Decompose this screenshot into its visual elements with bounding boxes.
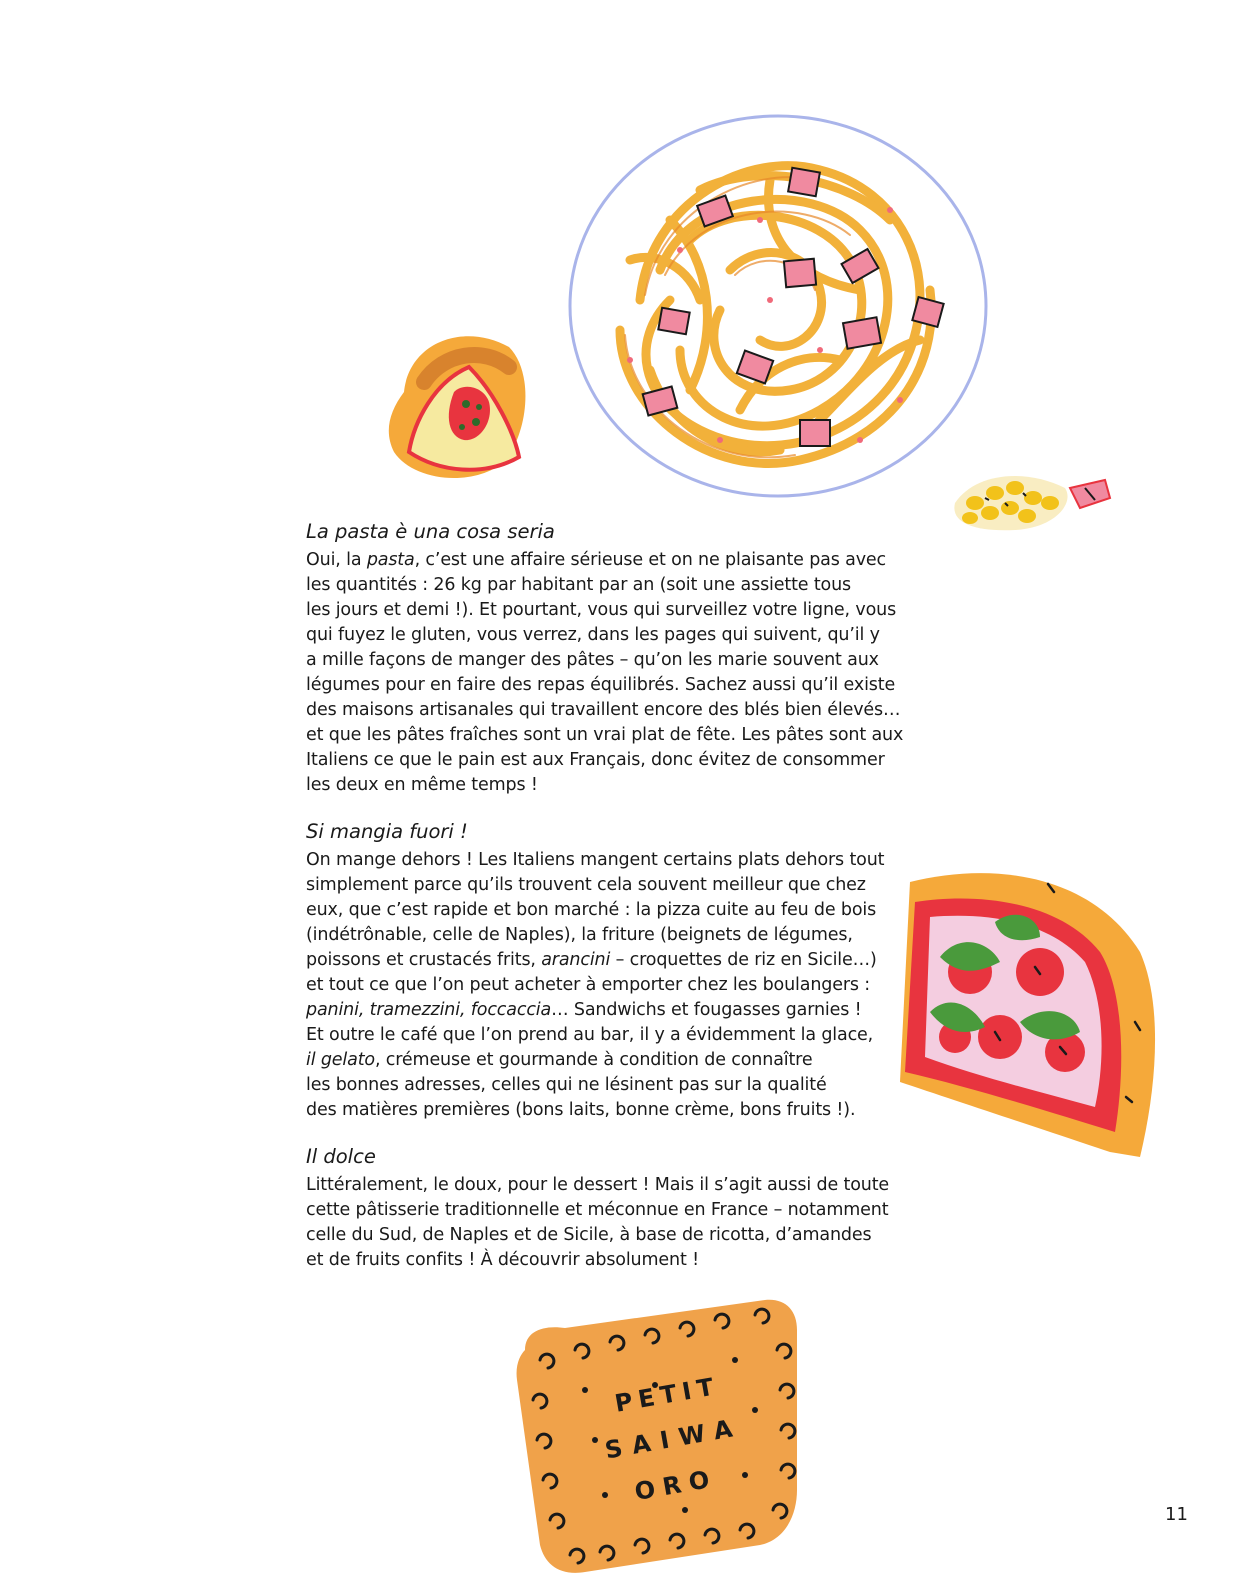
text-run: les jours et demi !). Et pourtant, vous qui surveillez votre ligne, vous: [306, 600, 897, 620]
text-run: poissons et crustacés frits,: [306, 950, 542, 970]
italic-term: pasta: [366, 550, 415, 570]
text-run: (indétrônable, celle de Naples), la friture (beignets de légumes,: [306, 925, 853, 945]
section-paragraph: [306, 1173, 946, 1273]
italic-term: arancini: [541, 950, 611, 970]
text-run: Et outre le café que l’on prend au bar, il y a évidemment la glace,: [306, 1025, 874, 1045]
text-run: simplement parce qu’ils trouvent cela souvent meilleur que chez: [306, 875, 866, 895]
text-run: , crémeuse et gourmande à condition de connaître: [374, 1050, 813, 1070]
arancino-illustration: [384, 322, 534, 482]
text-run: Littéralement, le doux, pour le dessert ! Mais il s’agit aussi de toute: [306, 1175, 890, 1195]
italic-term: il gelato: [306, 1050, 375, 1070]
paragraph-line: [306, 748, 946, 773]
paragraph-line: [306, 1223, 946, 1248]
section-paragraph: [306, 548, 946, 798]
text-run: des maisons artisanales qui travaillent encore des blés bien élevés…: [306, 700, 901, 720]
article-body: [306, 520, 946, 1295]
paragraph-line: [306, 1098, 946, 1123]
paragraph-line: [306, 1173, 946, 1198]
article-section: [306, 1145, 946, 1273]
text-run: On mange dehors ! Les Italiens mangent certains plats dehors tout: [306, 850, 885, 870]
text-run: eux, que c’est rapide et bon marché : la pizza cuite au feu de bois: [306, 900, 877, 920]
text-run: qui fuyez le gluten, vous verrez, dans les pages qui suivent, qu’il y: [306, 625, 880, 645]
paragraph-line: [306, 998, 946, 1023]
biscuit-text-petit: PETIT: [612, 1371, 722, 1418]
text-run: les bonnes adresses, celles qui ne lésinent pas sur la qualité: [306, 1075, 827, 1095]
paragraph-line: [306, 773, 946, 798]
text-run: et tout ce que l’on peut acheter à emporter chez les boulangers :: [306, 975, 871, 995]
paragraph-line: [306, 898, 946, 923]
paragraph-line: [306, 1048, 946, 1073]
paragraph-line: [306, 673, 946, 698]
pasta-plate-illustration: [560, 110, 1000, 510]
text-run: cette pâtisserie traditionnelle et méconnue en France – notamment: [306, 1200, 889, 1220]
section-heading: Il dolce: [306, 1145, 376, 1168]
page-number: 11: [1165, 1504, 1188, 1525]
text-run: , c’est une affaire sérieuse et on ne plaisante pas avec: [414, 550, 886, 570]
paragraph-line: [306, 698, 946, 723]
text-run: Oui, la: [306, 550, 367, 570]
paragraph-line: [306, 873, 946, 898]
text-run: des matières premières (bons laits, bonne crème, bons fruits !).: [306, 1100, 856, 1120]
article-section: [306, 820, 946, 1123]
paragraph-line: [306, 573, 946, 598]
text-run: a mille façons de manger des pâtes – qu’on les marie souvent aux: [306, 650, 879, 670]
text-run: – croquettes de riz en Sicile…): [610, 950, 877, 970]
paragraph-line: [306, 548, 946, 573]
corn-garnish-illustration: [945, 458, 1120, 538]
biscuit-text-oro: ORO: [632, 1464, 720, 1507]
text-run: les deux en même temps !: [306, 775, 538, 795]
paragraph-line: [306, 923, 946, 948]
paragraph-line: [306, 598, 946, 623]
text-run: et que les pâtes fraîches sont un vrai plat de fête. Les pâtes sont aux: [306, 725, 904, 745]
paragraph-line: [306, 723, 946, 748]
text-run: légumes pour en faire des repas équilibrés. Sachez aussi qu’il existe: [306, 675, 896, 695]
paragraph-line: [306, 623, 946, 648]
paragraph-line: [306, 1198, 946, 1223]
paragraph-line: [306, 1073, 946, 1098]
paragraph-line: [306, 848, 946, 873]
paragraph-line: [306, 648, 946, 673]
text-run: Italiens ce que le pain est aux Français, donc évitez de consommer: [306, 750, 885, 770]
section-paragraph: [306, 848, 946, 1123]
section-heading: Si mangia fuori !: [306, 820, 468, 843]
text-run: et de fruits confits ! À découvrir absolument !: [306, 1250, 699, 1270]
italic-term: panini, tramezzini, foccaccia: [306, 1000, 552, 1020]
biscuit-text-saiwa: SAIWA: [602, 1412, 745, 1465]
text-run: les quantités : 26 kg par habitant par an (soit une assiette tous: [306, 575, 852, 595]
paragraph-line: [306, 1248, 946, 1273]
paragraph-line: [306, 1023, 946, 1048]
section-heading: La pasta è una cosa seria: [306, 520, 555, 543]
paragraph-line: [306, 948, 946, 973]
text-run: … Sandwichs et fougasses garnies !: [551, 1000, 862, 1020]
paragraph-line: [306, 973, 946, 998]
article-section: [306, 520, 946, 798]
biscuit-illustration: [505, 1290, 805, 1580]
text-run: celle du Sud, de Naples et de Sicile, à base de ricotta, d’amandes: [306, 1225, 872, 1245]
